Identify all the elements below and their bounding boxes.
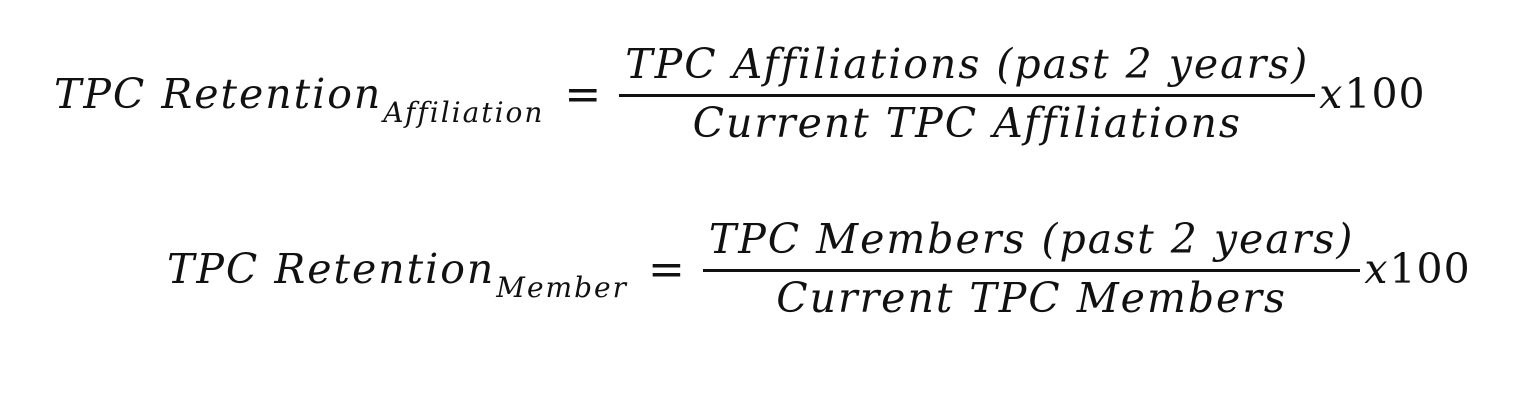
affiliation-retention-formula [54,42,1426,147]
lhs-main-text: TPC Retention [167,244,496,293]
multiplier-value: 100 [1344,70,1426,119]
multiplier [1319,70,1425,118]
member-retention-formula [167,217,1471,322]
fraction [703,217,1361,322]
fraction [619,42,1315,147]
denominator: Current TPC Affiliations [692,98,1242,147]
multiplier-symbol: x [1364,245,1390,294]
lhs-subscript: Member [496,270,628,304]
fraction-bar [703,269,1361,272]
denominator: Current TPC Members [776,273,1287,322]
equals-sign: = [564,68,602,120]
lhs-main-text: TPC Retention [54,69,383,118]
equals-sign: = [647,243,685,295]
fraction-bar [619,94,1315,97]
formula-lhs [54,69,545,129]
numerator: TPC Affiliations (past 2 years) [625,40,1310,88]
numerator: TPC Members (past 2 years) [708,215,1355,263]
multiplier-symbol: x [1319,70,1345,119]
multiplier-value: 100 [1389,245,1471,294]
multiplier [1364,245,1470,293]
lhs-subscript: Affiliation [383,95,545,129]
formula-lhs [167,244,628,304]
